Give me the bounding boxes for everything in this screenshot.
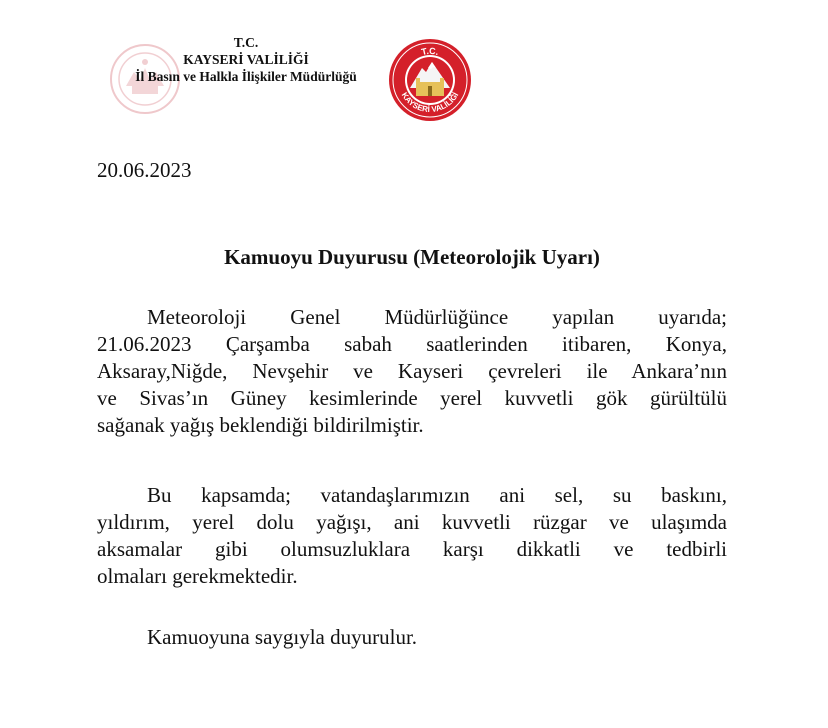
document-date: 20.06.2023	[97, 158, 192, 182]
paragraph-line: Bu kapsamda; vatandaşlarımızın ani sel, su baskını,	[147, 483, 727, 507]
letterhead	[0, 0, 828, 140]
paragraph-line: olmaları gerekmektedir.	[97, 564, 298, 588]
header-tc: T.C.	[233, 35, 259, 50]
paragraph-line: Kamuoyuna saygıyla duyurulur.	[147, 625, 418, 649]
paragraph-line: aksamalar gibi olumsuzluklara karşı dikkatli ve tedbirli	[97, 537, 727, 561]
paragraph-warning	[97, 304, 727, 439]
paragraph-line: Meteoroloji Genel Müdürlüğünce yapılan uyarıda;	[147, 305, 727, 329]
paragraph-line: 21.06.2023 Çarşamba sabah saatlerinden itibaren, Konya,	[97, 332, 727, 356]
emblem-bottom-text: KAYSERİ VALİLİĞİ	[399, 90, 461, 115]
document-title: Kamuoyu Duyurusu (Meteorolojik Uyarı)	[224, 245, 600, 269]
paragraph-line: sağanak yağış beklendiği bildirilmiştir.	[97, 413, 424, 437]
paragraph-line: ve Sivas’ın Güney kesimlerinde yerel kuvvetli gök gürültülü	[97, 386, 727, 410]
emblem-top-text: T.C.	[420, 45, 440, 58]
kayseri-governorship-emblem-icon	[388, 38, 472, 122]
paragraph-line: yıldırım, yerel dolu yağışı, ani kuvvetli rüzgar ve ulaşımda	[97, 510, 727, 534]
header-governorship: KAYSERİ VALİLİĞİ	[183, 52, 309, 67]
institution-header	[104, 34, 388, 85]
paragraph-line: Aksaray,Niğde, Nevşehir ve Kayseri çevreleri ile Ankara’nın	[97, 359, 727, 383]
header-department: İl Basın ve Halkla İlişkiler Müdürlüğü	[135, 69, 357, 84]
paragraph-closing	[97, 624, 727, 651]
paragraph-advice	[97, 482, 727, 590]
